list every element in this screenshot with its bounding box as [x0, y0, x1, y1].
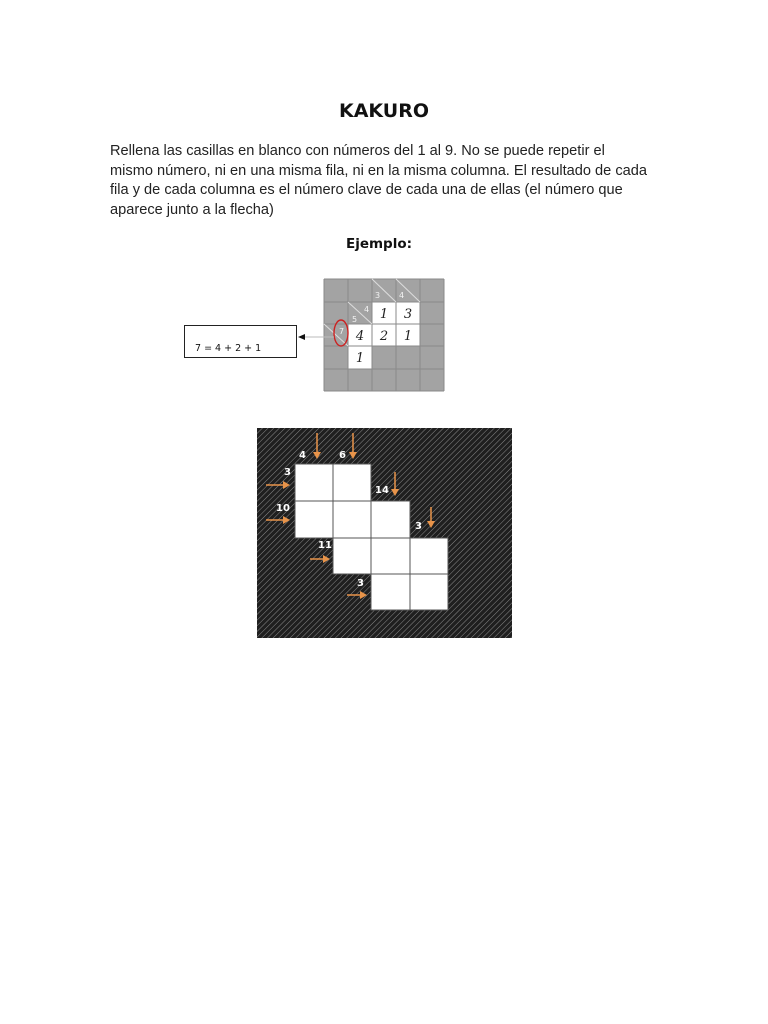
example-value-r2c0: 1 [355, 351, 365, 366]
puzzle-cell-r3c2[interactable] [371, 574, 410, 610]
puzzle-cell-r1c2[interactable] [371, 501, 410, 538]
puzzle-clue-col-14: 14 [375, 485, 389, 496]
puzzle-clue-row-3b: 3 [357, 578, 364, 589]
example-clue-row1: 7 [339, 327, 345, 336]
example-clue-col0: 5 [352, 315, 358, 324]
puzzle-cell-r2c3[interactable] [410, 538, 448, 574]
example-label: Ejemplo: [345, 236, 413, 252]
page-title: KAKURO [338, 100, 430, 122]
example-value-r1c0: 4 [355, 329, 365, 344]
puzzle-clue-row-11: 11 [318, 540, 332, 551]
puzzle-cell-r1c1[interactable] [333, 501, 371, 538]
puzzle-cell-r0c1[interactable] [333, 464, 371, 501]
puzzle-clue-row-10: 10 [276, 503, 290, 514]
puzzle-clue-col-4: 4 [299, 450, 306, 461]
puzzle-cell-r2c2[interactable] [371, 538, 410, 574]
puzzle-clue-col-3: 3 [415, 521, 422, 532]
instructions-paragraph: Rellena las casillas en blanco con números del 1 al 9. No se puede repetir el mismo número, ni en una misma fila, ni en la misma columna. El resultado de cada fila y de cada columna es el número clave de cada una de ellas (el número que aparece junto a la flecha) [110, 143, 647, 218]
example-callout-text: 7 = 4 + 2 + 1 [195, 343, 262, 354]
example-clue-col2: 4 [399, 291, 405, 300]
example-value-r1c2: 1 [403, 329, 413, 344]
example-clue-col1: 3 [375, 291, 381, 300]
puzzle-clue-col-6: 6 [339, 450, 346, 461]
puzzle-cell-r2c1[interactable] [333, 538, 371, 574]
puzzle-clue-row-3: 3 [284, 467, 291, 478]
example-clue-row0: 4 [364, 305, 370, 314]
puzzle-cell-r0c0[interactable] [295, 464, 333, 501]
example-value-r0c2: 3 [403, 307, 413, 322]
example-value-r1c1: 2 [379, 329, 389, 344]
puzzle-cell-r1c0[interactable] [295, 501, 333, 538]
puzzle-cell-r3c3[interactable] [410, 574, 448, 610]
example-value-r0c1: 1 [379, 307, 389, 322]
